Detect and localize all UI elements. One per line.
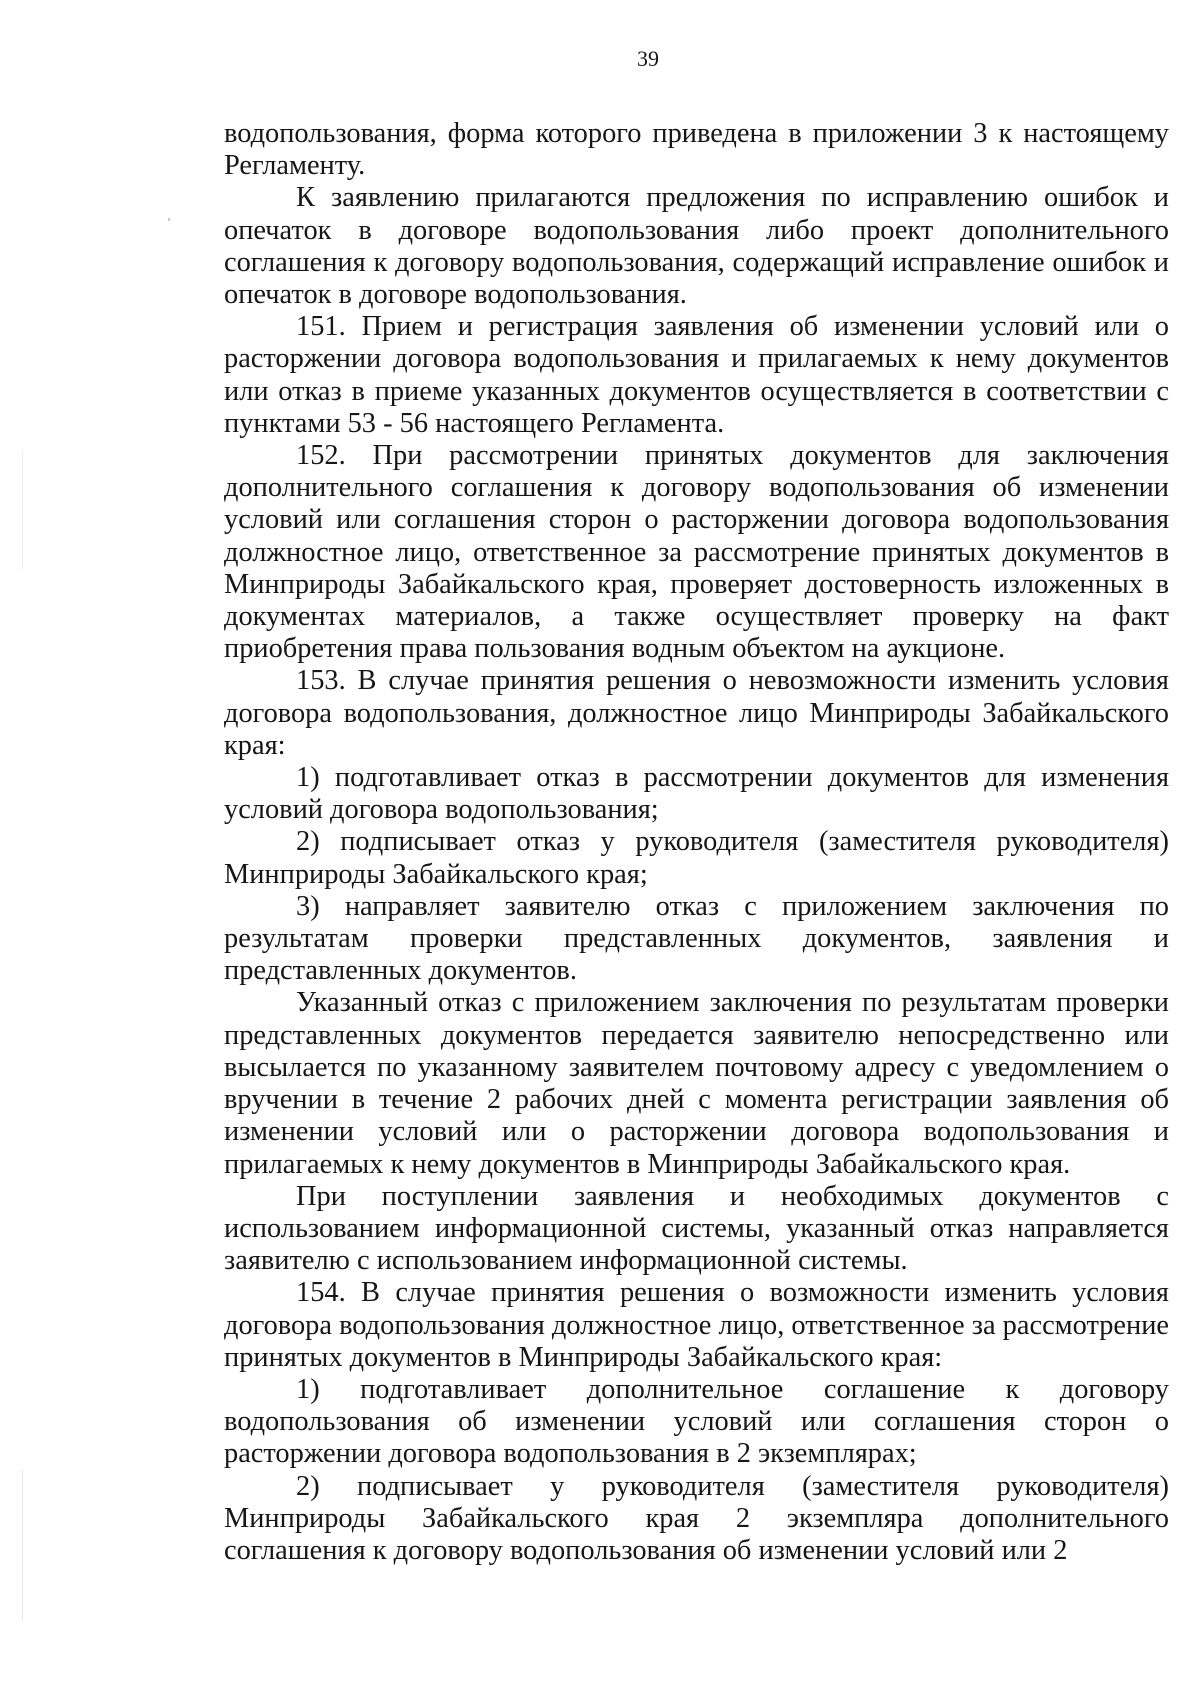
scan-edge-shadow (22, 1470, 23, 1620)
document-body (224, 118, 1169, 1567)
scan-speck (168, 218, 170, 221)
paragraph: 154. В случае принятия решения о возможности изменить условия договора водопользования должностное лицо, ответственное за рассмотрение принятых документов в Минприроды Забайкальского края: (224, 1277, 1169, 1373)
list-item: 2) подписывает у руководителя (заместителя руководителя) Минприроды Забайкальского края 2 экземпляра дополнительного соглашения к договору водопользования об изменении условий или 2 (224, 1470, 1169, 1566)
paragraph: 153. В случае принятия решения о невозможности изменить условия договора водопользования, должностное лицо Минприроды Забайкальского края: (224, 665, 1169, 761)
list-item: 1) подготавливает отказ в рассмотрении документов для изменения условий договора водопользования; (224, 762, 1169, 826)
paragraph: водопользования, форма которого приведена в приложении 3 к настоящему Регламенту. (224, 118, 1169, 182)
scan-edge-shadow (22, 450, 23, 570)
list-item: 1) подготавливает дополнительное соглашение к договору водопользования об изменении условий или соглашения сторон о расторжении договора водопользования в 2 экземплярах; (224, 1373, 1169, 1470)
paragraph: При поступлении заявления и необходимых документов с использованием информационной системы, указанный отказ направляется заявителю с использованием информационной системы. (224, 1180, 1169, 1277)
paragraph: 152. При рассмотрении принятых документов для заключения дополнительного соглашения к договору водопользования об изменении условий или соглашения сторон о расторжении договора водопользования должностное лицо, ответственное за рассмотрение принятых документов в Минприроды Забайкальского края, проверяет достоверность изложенных в документах материалов, а также осуществляет проверку на факт приобретения права пользования водным объектом на аукционе. (224, 440, 1169, 665)
list-item: 3) направляет заявителю отказ с приложением заключения по результатам проверки представленных документов, заявления и представленных документов. (224, 890, 1169, 987)
paragraph: К заявлению прилагаются предложения по исправлению ошибок и опечаток в договоре водопользования либо проект дополнительного соглашения к договору водопользования, содержащий исправление ошибок и опечаток в договоре водопользования. (224, 182, 1169, 311)
paragraph: Указанный отказ с приложением заключения по результатам проверки представленных документов передается заявителю непосредственно или высылается по указанному заявителем почтовому адресу с уведомлением о вручении в течение 2 рабочих дней с момента регистрации заявления об изменении условий или о расторжении договора водопользования и прилагаемых к нему документов в Минприроды Забайкальского края. (224, 987, 1169, 1180)
list-item: 2) подписывает отказ у руководителя (заместителя руководителя) Минприроды Забайкальского края; (224, 826, 1169, 890)
page-number: 39 (637, 46, 659, 71)
paragraph: 151. Прием и регистрация заявления об изменении условий или о расторжении договора водопользования и прилагаемых к нему документов или отказ в приеме указанных документов осуществляется в соответствии с пунктами 53 - 56 настоящего Регламента. (224, 311, 1169, 439)
